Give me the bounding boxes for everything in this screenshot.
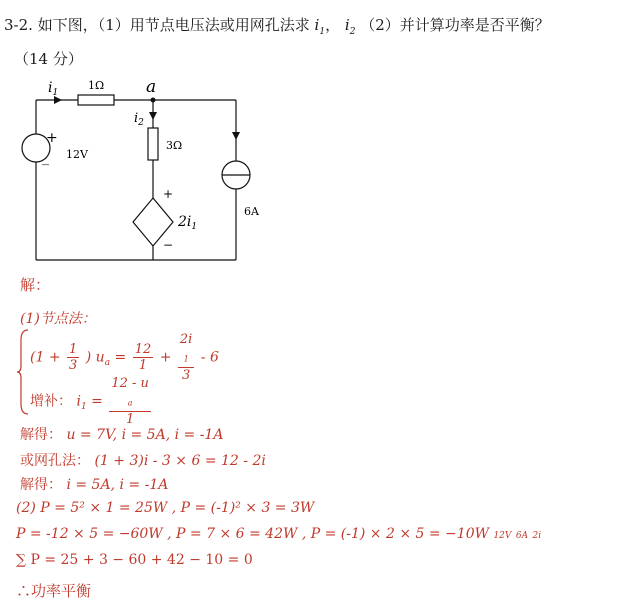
label-vsource: 12V xyxy=(66,148,88,161)
equation-2: 增补： $i_1$ = 12 - u $_a$ 1 xyxy=(30,376,149,427)
brace-icon xyxy=(16,328,30,416)
label-r2: 3Ω xyxy=(166,139,183,152)
arrow-i2-icon xyxy=(149,112,157,120)
label-vs-plus: + xyxy=(46,130,58,146)
arrow-6a-icon xyxy=(232,132,240,140)
label-csource: 6A xyxy=(244,205,259,218)
equation-1: (1 + $\frac{1}{3}$ ) $u_a$ = $\frac{12}{1}$ + 2i $_1$ 3 - 6 xyxy=(30,332,219,383)
question-text-2: （2）并计算功率是否平衡？ xyxy=(360,16,550,34)
var-i1: $i_1$ xyxy=(314,16,326,37)
var-i2: $i_2$ xyxy=(344,16,356,37)
label-i2: $i_2$ xyxy=(134,111,144,128)
label-dep-minus: − xyxy=(163,238,174,252)
label-node-a: a xyxy=(146,77,157,97)
label-dep-value: $2i_1$ xyxy=(178,214,198,232)
power-line-2: P = -12 × 5 = −60W , P = 7 × 6 = 42W , P = (-1) × 2 × 5 = −10W 12V 6A 2i xyxy=(16,526,542,542)
question-points: （14 分） xyxy=(14,50,83,68)
resistor-3ohm xyxy=(148,128,158,160)
question-text: 如下图，（1）用节点电压法或用网孔法求 xyxy=(37,16,310,34)
conclusion: ∴功率平衡 xyxy=(16,582,92,600)
label-dep-plus: + xyxy=(163,187,174,201)
question-line: 3-2. 如下图，（1）用节点电压法或用网孔法求 $i_1$， $i_2$ （2）并计算功率是否平衡？ xyxy=(4,16,550,37)
method-node: (1)节点法： xyxy=(20,311,96,327)
solution-header: 解： xyxy=(20,276,51,294)
power-line-1: (2) P = 5² × 1 = 25W , P = (-1)² × 3 = 3W xyxy=(16,500,315,516)
label-r1: 1Ω xyxy=(88,79,105,92)
label-i1: $i_1$ xyxy=(48,80,59,98)
node-a-dot xyxy=(151,98,156,103)
power-sum: ∑ P = 25 + 3 − 60 + 42 − 10 = 0 xyxy=(16,552,253,568)
result-2: 解得： i = 5A, i = -1A xyxy=(20,477,169,493)
question-number: 3-2. xyxy=(4,16,33,34)
resistor-1ohm xyxy=(78,95,114,105)
result-1: 解得： u = 7V, i = 5A, i = -1A xyxy=(20,427,224,443)
circuit-diagram xyxy=(0,70,640,270)
label-vs-minus: _ xyxy=(42,150,49,166)
method-mesh: 或网孔法： (1 + 3)i - 3 × 6 = 12 - 2i xyxy=(20,453,266,469)
